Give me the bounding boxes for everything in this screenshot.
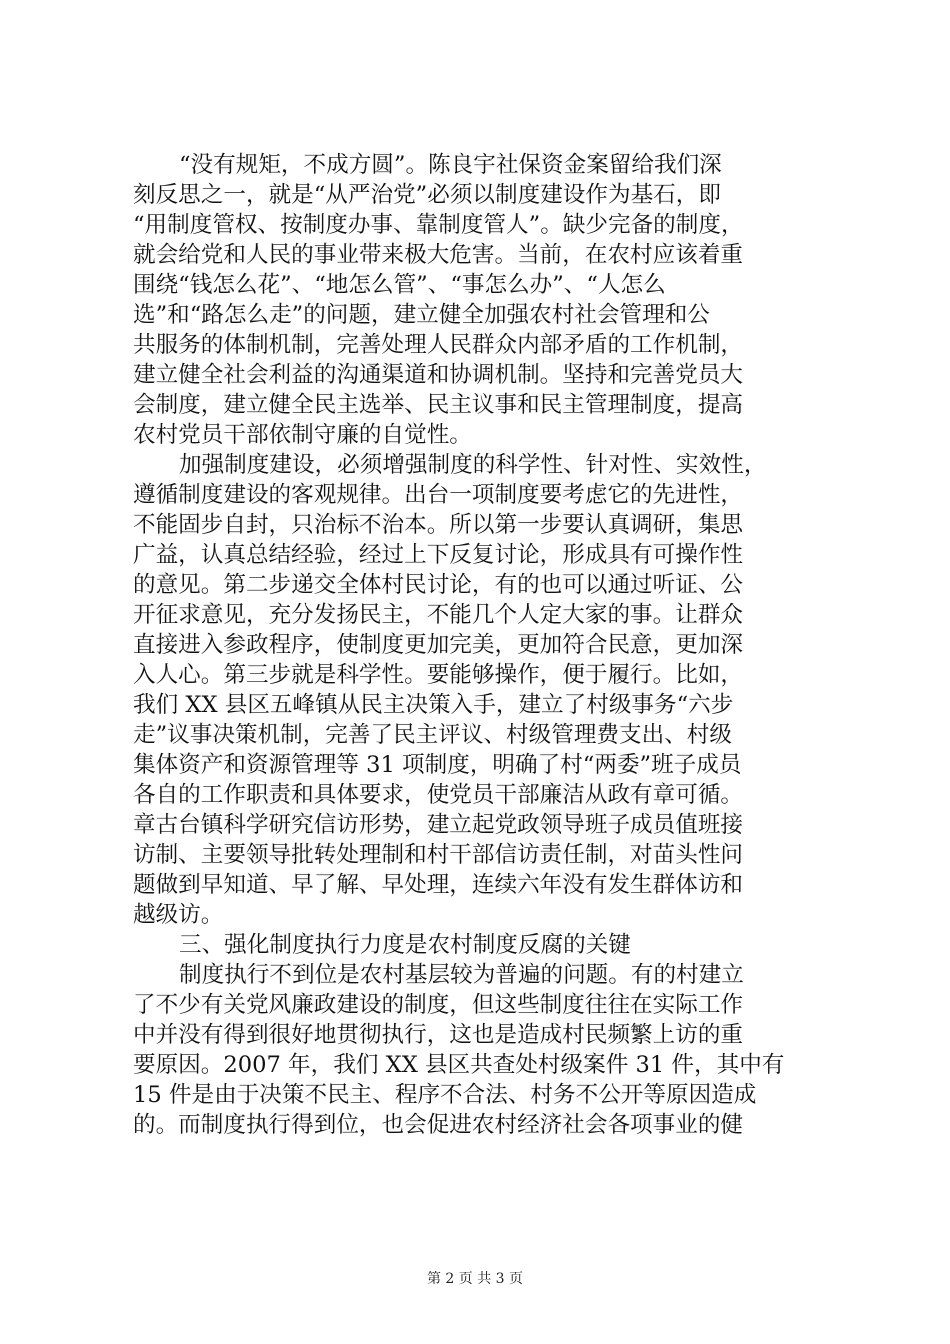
paragraph-line: 加强制度建设，必须增强制度的科学性、针对性、实效性， [179, 452, 767, 478]
paragraph-line: 章古台镇科学研究信访形势，建立起党政领导班子成员值班接 [133, 812, 744, 838]
paragraph-line: 入人心。第三步就是科学性。要能够操作，便于履行。比如， [133, 662, 744, 688]
paragraph-line: 就会给党和人民的事业带来极大危害。当前，在农村应该着重 [133, 242, 744, 268]
paragraph-line: 集体资产和资源管理等 31 项制度，明确了村“两委”班子成员 [133, 752, 742, 778]
paragraph-line: 制度执行不到位是农村基层较为普遍的问题。有的村建立 [179, 962, 744, 988]
paragraph-line: 不能固步自封，只治标不治本。所以第一步要认真调研，集思 [133, 512, 744, 538]
paragraph-line: 选”和“路怎么走”的问题，建立健全加强农村社会管理和公 [133, 302, 710, 328]
paragraph-line: 越级访。 [133, 902, 224, 928]
paragraph-line: “没有规矩，不成方圆”。陈良宇社保资金案留给我们深 [179, 152, 722, 178]
paragraph-line: 刻反思之一，就是“从严治党”必须以制度建设作为基石，即 [133, 182, 721, 208]
paragraph-line: “用制度管权、按制度办事、靠制度管人”。缺少完备的制度， [133, 212, 744, 238]
paragraph-line: 直接进入参政程序，使制度更加完美，更加符合民意，更加深 [133, 632, 744, 658]
paragraph-line: 农村党员干部依制守廉的自觉性。 [133, 422, 472, 448]
paragraph-line: 各自的工作职责和具体要求，使党员干部廉洁从政有章可循。 [133, 782, 744, 808]
paragraph-line: 中并没有得到很好地贯彻执行，这也是造成村民频繁上访的重 [133, 1022, 744, 1048]
paragraph-line: 访制、主要领导批转处理制和村干部信访责任制，对苗头性问 [133, 842, 744, 868]
paragraph-line: 走”议事决策机制，完善了民主评议、村级管理费支出、村级 [133, 722, 732, 748]
paragraph-line: 共服务的体制机制，完善处理人民群众内部矛盾的工作机制， [133, 332, 744, 358]
paragraph-line: 遵循制度建设的客观规律。出台一项制度要考虑它的先进性， [133, 482, 744, 508]
paragraph-line: 了不少有关党风廉政建设的制度，但这些制度往往在实际工作 [133, 992, 744, 1018]
paragraph-line: 会制度，建立健全民主选举、民主议事和民主管理制度，提高 [133, 392, 744, 418]
document-body [133, 150, 833, 1140]
page-footer: 第 2 页 共 3 页 [426, 1271, 524, 1287]
paragraph-line: 开征求意见，充分发扬民主，不能几个人定大家的事。让群众 [133, 602, 744, 628]
paragraph-line: 广益，认真总结经验，经过上下反复讨论，形成具有可操作性 [133, 542, 744, 568]
paragraph-line: 要原因。2007 年，我们 XX 县区共查处村级案件 31 件，其中有 [133, 1052, 785, 1078]
paragraph-line: 建立健全社会利益的沟通渠道和协调机制。坚持和完善党员大 [133, 362, 744, 388]
paragraph-line: 的意见。第二步递交全体村民讨论，有的也可以通过听证、公 [133, 572, 744, 598]
paragraph-line: 我们 XX 县区五峰镇从民主决策入手，建立了村级事务“六步 [133, 692, 734, 718]
paragraph-line: 围绕“钱怎么花”、“地怎么管”、“事怎么办”、“人怎么 [133, 272, 666, 298]
paragraph-line: 的。而制度执行得到位，也会促进农村经济社会各项事业的健 [133, 1112, 744, 1138]
paragraph-line: 15 件是由于决策不民主、程序不合法、村务不公开等原因造成 [133, 1082, 757, 1108]
section-heading: 三、强化制度执行力度是农村制度反腐的关键 [179, 932, 631, 958]
paragraph-line: 题做到早知道、早了解、早处理，连续六年没有发生群体访和 [133, 872, 744, 898]
